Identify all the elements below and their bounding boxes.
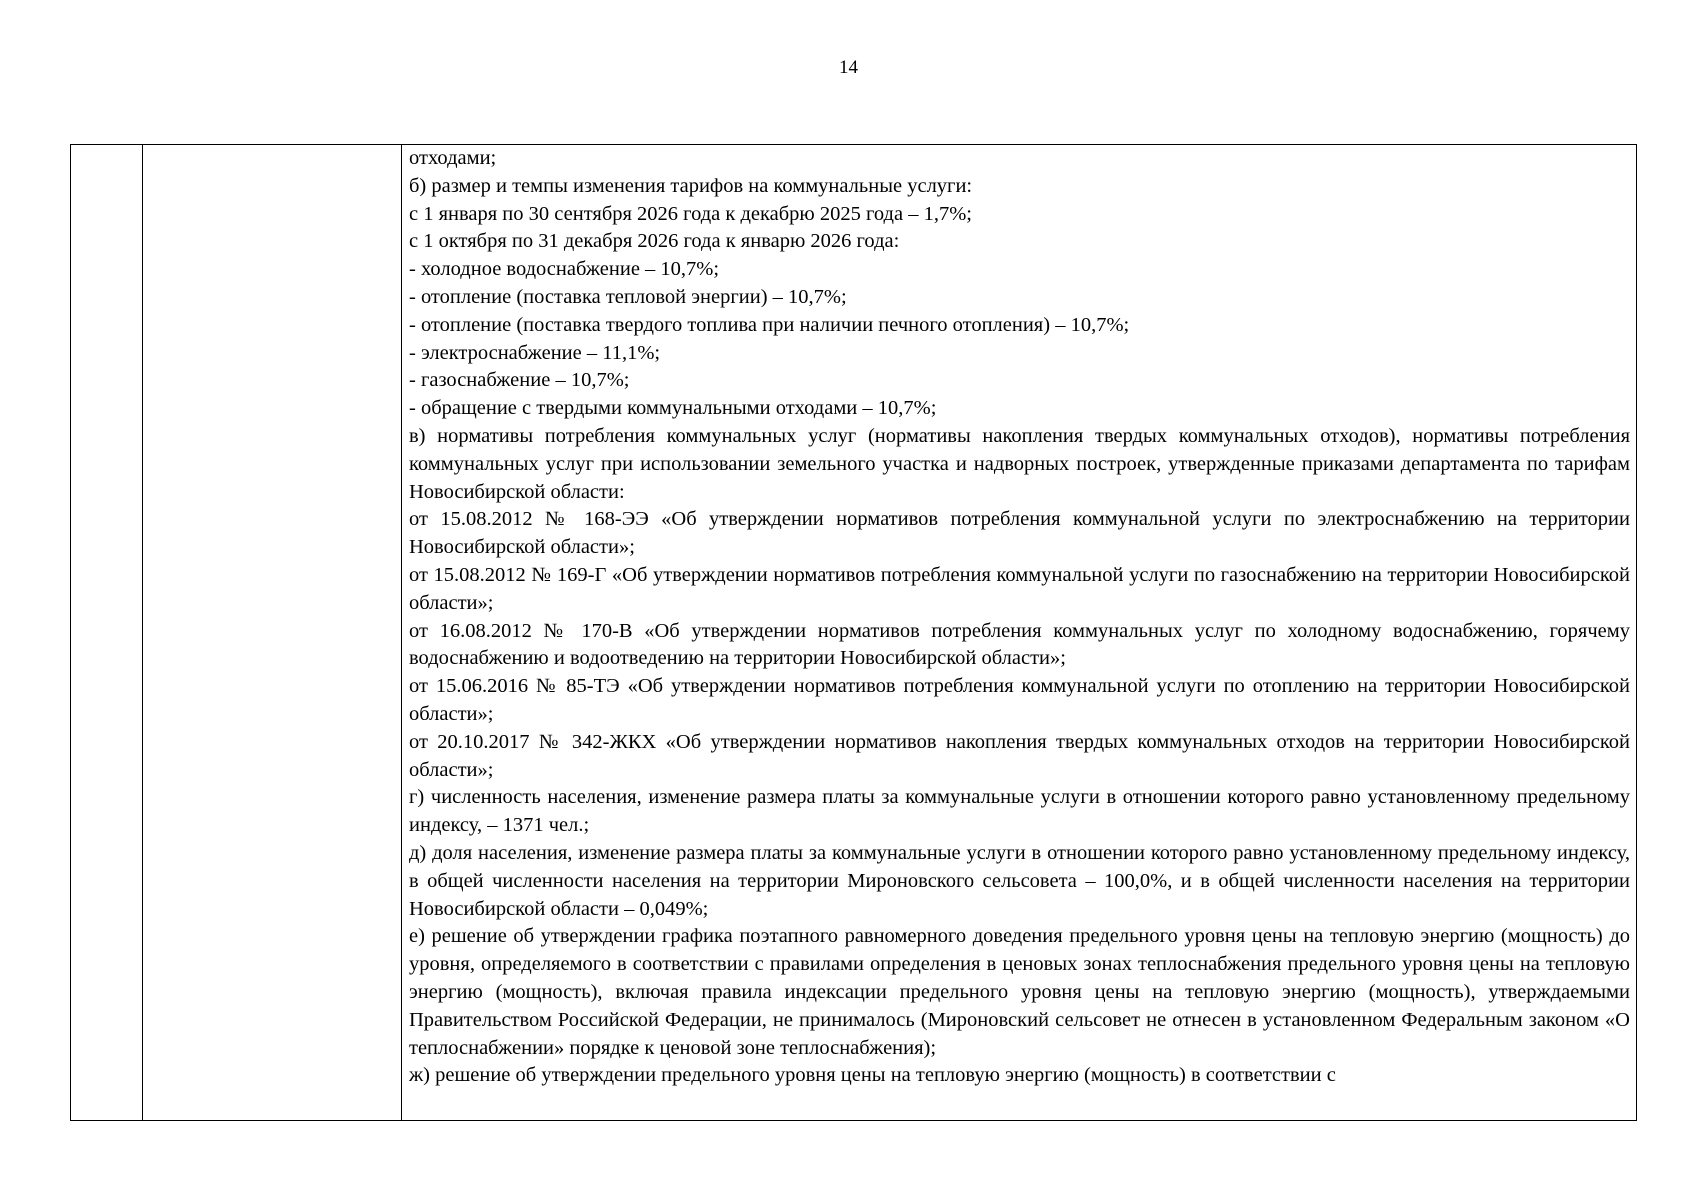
table-cell-content [402, 145, 1637, 1121]
paragraph: - холодное водоснабжение – 10,7%; [409, 258, 720, 281]
paragraph: г) численность населения, изменение размера платы за коммунальные услуги в отношении которого равно установленному предельному индексу, – 1371 чел.; [409, 786, 1630, 837]
paragraph: - отопление (поставка твердого топлива при наличии печного отопления) – 10,7%; [409, 313, 1130, 336]
table-row [71, 145, 1637, 1121]
document-table [70, 144, 1637, 1121]
paragraph: отходами; [409, 147, 497, 169]
paragraph: от 20.10.2017 № 342-ЖКХ «Об утверждении нормативов накопления твердых коммунальных отходов на территории Новосибирской области»; [409, 730, 1630, 781]
table-cell-name [143, 145, 402, 1121]
cell-text [402, 145, 1636, 1090]
paragraph: б) размер и темпы изменения тарифов на коммунальные услуги: [409, 174, 973, 197]
paragraph: с 1 октября по 31 декабря 2026 года к январю 2026 года: [409, 230, 900, 253]
paragraph: от 15.08.2012 № 169-Г «Об утверждении нормативов потребления коммунальной услуги по газоснабжению на территории Новосибирской области»; [409, 563, 1630, 614]
paragraph: в) нормативы потребления коммунальных услуг (нормативы накопления твердых коммунальных отходов), нормативы потребления коммунальных услуг при использовании земельного участка и надворных построек, утвержденные приказами департамента по тарифам Новосибирской области: [409, 424, 1630, 503]
paragraph: д) доля населения, изменение размера платы за коммунальные услуги в отношении которого равно установленному предельному индексу, в общей численности населения на территории Мироновского сельсовета – 100,0%, и в общей численности населения на территории Новосибирской области – 0,049%; [409, 841, 1630, 920]
table-cell-number [71, 145, 143, 1121]
paragraph: ж) решение об утверждении предельного уровня цены на тепловую энергию (мощность) в соответствии с [409, 1064, 1336, 1087]
page-number: 14 [839, 57, 858, 78]
paragraph: - электроснабжение – 11,1%; [409, 341, 661, 364]
paragraph: от 16.08.2012 № 170-В «Об утверждении нормативов потребления коммунальных услуг по холодному водоснабжению, горячему водоснабжению и водоотведению на территории Новосибирской области»; [409, 619, 1630, 670]
paragraph: - отопление (поставка тепловой энергии) – 10,7%; [409, 285, 847, 308]
paragraph: от 15.06.2016 № 85-ТЭ «Об утверждении нормативов потребления коммунальной услуги по отоплению на территории Новосибирской области»; [409, 675, 1630, 725]
paragraph: е) решение об утверждении графика поэтапного равномерного доведения предельного уровня цены на тепловую энергию (мощность) до уровня, определяемого в соответствии с правилами определения в ценовых зонах теплоснабжения предельного уровня цены на тепловую энергию (мощность), включая правила индексации предельного уровня цены на тепловую энергию (мощность), утверждаемыми Правительством Российской Федерации, не принималось (Мироновский сельсовет не отнесен в установленном Федеральным законом «О теплоснабжении» порядке к ценовой зоне теплоснабжения); [409, 925, 1630, 1059]
paragraph: с 1 января по 30 сентября 2026 года к декабрю 2025 года – 1,7%; [409, 202, 972, 225]
paragraph: - обращение с твердыми коммунальными отходами – 10,7%; [409, 397, 937, 420]
paragraph: - газоснабжение – 10,7%; [409, 369, 630, 392]
paragraph: от 15.08.2012 № 168-ЭЭ «Об утверждении нормативов потребления коммунальной услуги по электроснабжению на территории Новосибирской области»; [409, 508, 1630, 559]
